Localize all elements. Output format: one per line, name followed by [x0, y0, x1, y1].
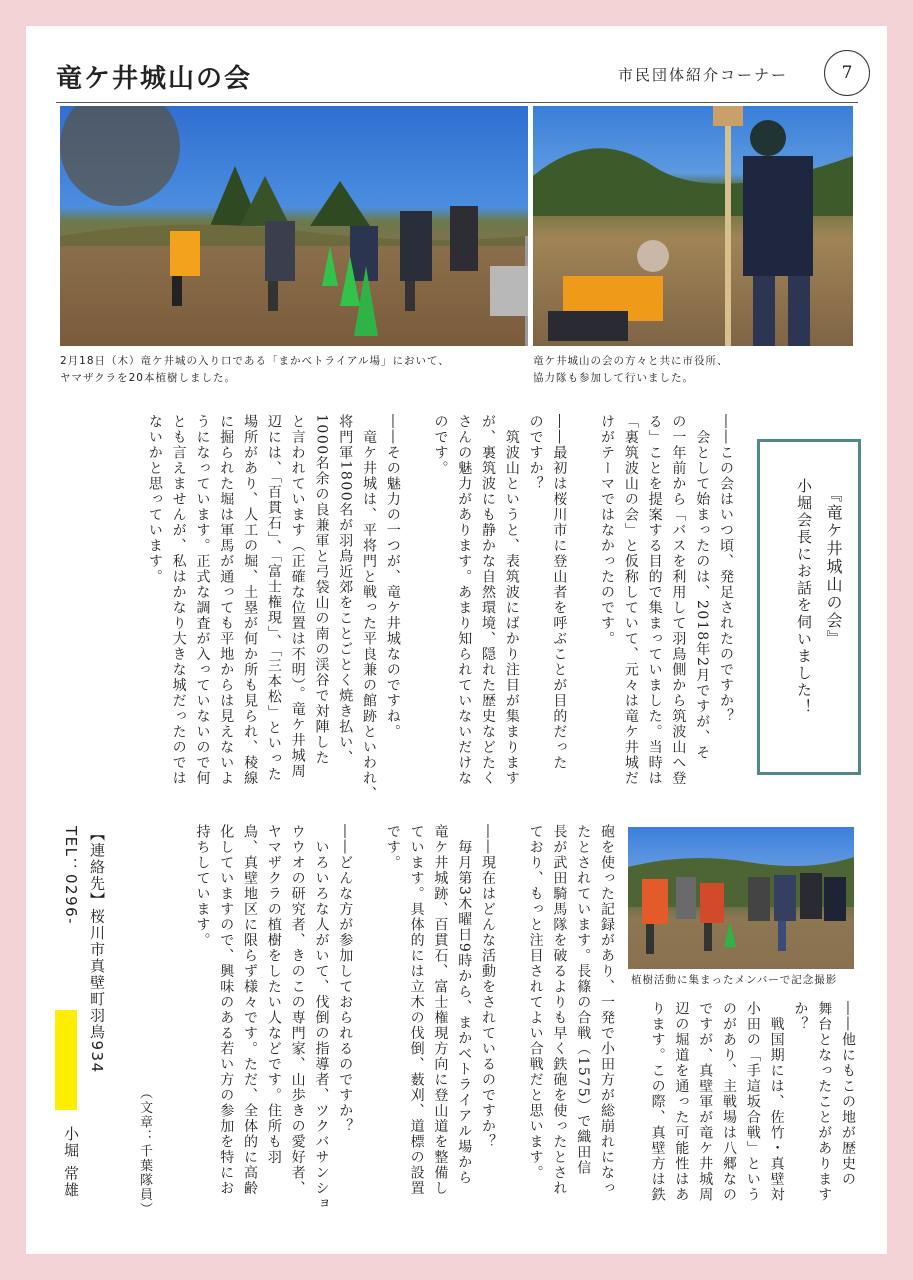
photo-planting-group-illustration [60, 106, 528, 346]
caption-photo2 [533, 353, 729, 387]
contact-name: 小堀 常雄 [62, 1126, 80, 1199]
interview-lower-text: 砲を使った記録があり、一発で小田方が総崩れになっ たとされています。長篠の合戦（1575）で織田信 長が武田騎馬隊を破るよりも早く鉄砲を使ったとされ ており、もっと注目されてよい合戦だと思います。 ――現在はどんな活動をされているのですか？ 毎月第3木曜日9時から、まかべトライアル場から 竜ケ井城跡、百貫石、富士権現方向に登山道を整備し ています。具体的には立木の伐倒、薮刈、道標の設置 です。 ――どんな方が参加しておられるのですか？ いろいろな人がいて、伐倒の指導者、ツクバサンショ ウウオの研究者、きのこの専門家、山歩きの愛好者、 ヤマザクラの植樹をしたい人などです。住所も羽 鳥、真壁地区に限らず様々です。ただ、全体的に高齢 化していますので、興味のある若い方の参加を特にお 持ちしています。 [194, 824, 615, 1212]
interview-lower-right-text: ――他にもこの地が歴史の 舞台となったことがあります か？ 戦国期には、佐竹・真壁対 小田の「手這坂合戦」という のがあり、主戦場は八郷なの ですが、真壁軍が竜ケ井城周 辺の堀道を通った可能性はあ ります。この際、真壁方は鉄 [649, 1001, 856, 1203]
tel-highlight [55, 1010, 77, 1110]
contact-tel: TEL：0296- [62, 826, 80, 926]
photo-group-members-illustration [628, 827, 854, 969]
photo-group-members [628, 827, 854, 969]
page-title: 竜ケ井城山の会 [56, 64, 253, 94]
contact-address: 【連絡先】桜川市真壁町羽鳥934 [88, 826, 106, 1074]
caption-photo3: 植樹活動に集まったメンバーで記念撮影 [631, 974, 838, 986]
caption-photo2-line1: 竜ケ井城山の会の方々と共に市役所、 [533, 355, 729, 367]
box-title: 『竜ケ井城山の会』 [824, 486, 843, 648]
interview-title-box [757, 439, 861, 775]
header-divider [56, 102, 858, 103]
page [26, 26, 887, 1254]
page-number: 7 [824, 50, 870, 96]
interview-upper-text: ――この会はいつ頃、発足されたのですか？ 会として始まったのは、2018年2月ですが、そ の一年前から「バスを利用して羽鳥側から筑波山へ登 る」ことを提案する目的で集まっていました。当時は 「裏筑波山の会」と仮称していて、元々は竜ケ井城だ けがテーマではなかったのです。 ――最初は桜川市に登山者を呼ぶことが目的だった のですか？ 筑波山というと、表筑波にばかり注目が集まります が、裏筑波にも静かな自然環境、隠れた歴史などたく さんの魅力があります。あまり知られていないだけな のです。 ――その魅力の一つが、竜ケ井城なのですね。 竜ケ井城は、平将門と戦った平良兼の館跡といわれ、 将門軍1800名が羽鳥近郊をことごとく焼き払い、 1000名余の良兼軍と弓袋山の南の渓谷で対陣した と言われています（正確な位置は不明）。竜ケ井城周 辺には、「百貫石」、「富士権現」、「三本松」といった 場所があり、人工の堀、土塁が何か所も見られ、稜線 に掘られた堀は軍馬が通っても平地からは見えないよ うになっています。正式な調査が入っていないので何 とも言えませんが、私はかなり大きな城だったのでは ないかと思っています。 [146, 414, 734, 802]
photo-pile-driving [533, 106, 853, 346]
caption-photo1 [60, 353, 450, 387]
corner-label: 市民団体紹介コーナー [618, 66, 789, 84]
caption-photo1-line1: 2月18日（木）竜ケ井城の入り口である「まかべトライアル場」において、 [60, 355, 450, 367]
box-subtitle: 小堀会長にお話を伺いました！ [795, 478, 813, 716]
photo-planting-group [60, 106, 528, 346]
caption-photo1-line2: ヤマザクラを20本植樹しました。 [60, 372, 236, 384]
photo-pile-driving-illustration [533, 106, 853, 346]
caption-photo2-line2: 協力隊も参加して行いました。 [533, 372, 694, 384]
credit-text: （文章：千葉隊員） [137, 1086, 152, 1217]
